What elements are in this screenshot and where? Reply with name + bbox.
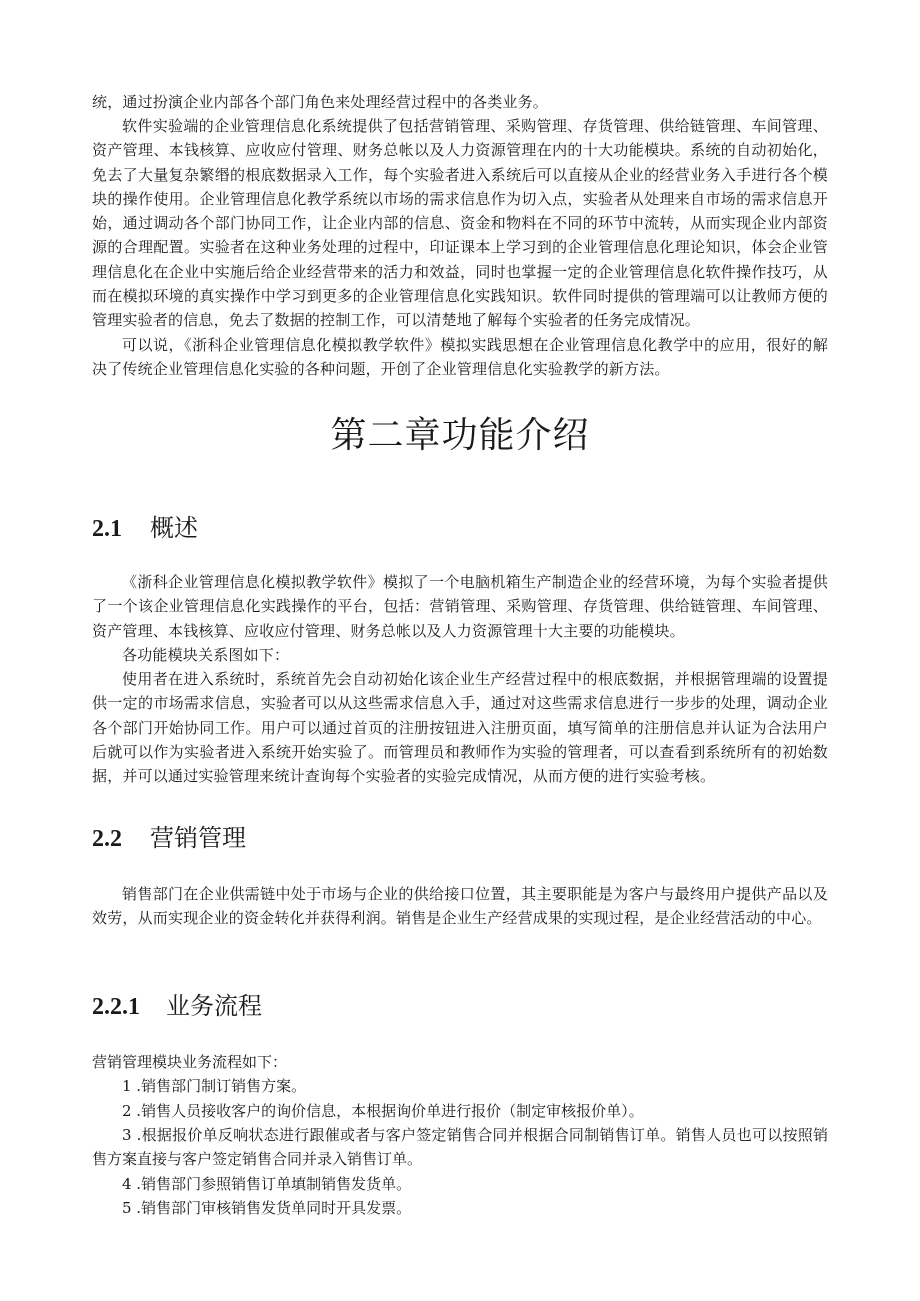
list-item: 3 .根据报价单反响状态进行跟催或者与客户签定销售合同并根据合同制销售订单。销售人员也可以按照销售方案直接与客户签定销售合同并录入销售订单。	[92, 1126, 828, 1169]
section-number: 2.2.1	[92, 994, 140, 1020]
section-title: 业务流程	[166, 992, 262, 1020]
list-item: 4 .销售部门参照销售订单填制销售发货单。	[122, 1175, 412, 1193]
paragraph-overview: 《浙科企业管理信息化模拟教学软件》模拟了一个电脑机箱生产制造企业的经营环境，为每个实验者提供了一个该企业管理信息化实践操作的平台，包括：营销管理、采购管理、存货管理、供给链管理、车间管理、资产管理、本钱核算、应收应付管理、财务总帐以及人力资源管理十大主要的功能模块。	[92, 573, 828, 640]
list-item: 1 .销售部门制订销售方案。	[122, 1077, 307, 1095]
paragraph-continuation: 统，通过扮演企业内部各个部门角色来处理经营过程中的各类业务。	[92, 93, 549, 111]
list-item: 5 .销售部门审核销售发货单同时开具发票。	[122, 1199, 412, 1217]
section-number: 2.1	[92, 516, 122, 542]
process-intro: 营销管理模块业务流程如下：	[92, 1053, 288, 1071]
section-2-2-heading	[92, 822, 246, 855]
paragraph-module-diagram: 各功能模块关系图如下：	[122, 646, 290, 664]
chapter-title: 第二章功能介绍	[330, 415, 590, 456]
list-item: 2 .销售人员接收客户的询价信息，本根据询价单进行报价（制定审核报价单）。	[122, 1102, 644, 1120]
paragraph-software-modules: 软件实验端的企业管理信息化系统提供了包括营销管理、采购管理、存货管理、供给链管理、车间管理、资产管理、本钱核算、应收应付管理、财务总帐以及人力资源管理在内的十大功能模块。系统的自动初始化，免去了大量复杂繁缗的根底数据录入工作，每个实验者进入系统后可以直接从企业的经营业务入手进行各个模块的操作使用。企业管理信息化教学系统以市场的需求信息作为切入点，实验者从处理来自市场的需求信息开始，通过调动各个部门协同工作，让企业内部的信息、资金和物料在不同的环节中流转，从而实现企业内部资源的合理配置。实验者在这种业务处理的过程中，印证课本上学习到的企业管理信息化理论知识，体会企业管理信息化在企业中实施后给企业经营带来的活力和效益，同时也掌握一定的企业管理信息化软件操作技巧，从而在模拟环境的真实操作中学习到更多的企业管理信息化实践知识。软件同时提供的管理端可以让教师方便的管理实验者的信息，免去了数据的控制工作，可以清楚地了解每个实验者的任务完成情况。	[92, 117, 828, 330]
paragraph-system-usage: 使用者在进入系统时，系统首先会自动初始化该企业生产经营过程中的根底数据，并根据管理端的设置提供一定的市场需求信息，实验者可以从这些需求信息入手，通过对这些需求信息进行一步步的处理，调动企业各个部门开始协同工作。用户可以通过首页的注册按钮进入注册页面，填写简单的注册信息并认证为合法用户后就可以作为实验者进入系统开始实验了。而管理员和教师作为实验的管理者，可以查看到系统所有的初始数据，并可以通过实验管理来统计查询每个实验者的实验完成情况，从而方便的进行实验考核。	[92, 670, 828, 786]
paragraph-sales-dept: 销售部门在企业供需链中处于市场与企业的供给接口位置，其主要职能是为客户与最终用户提供产品以及效劳，从而实现企业的资金转化并获得利润。销售是企业生产经营成果的实现过程，是企业经营活动的中心。	[92, 885, 828, 928]
section-number: 2.2	[92, 826, 122, 852]
section-2-1-heading	[92, 512, 198, 545]
section-title: 概述	[150, 514, 198, 542]
section-title: 营销管理	[150, 824, 246, 852]
paragraph-summary: 可以说，《浙科企业管理信息化模拟教学软件》模拟实践思想在企业管理信息化教学中的应用，很好的解决了传统企业管理信息化实验的各种问题，开创了企业管理信息化实验教学的新方法。	[92, 336, 828, 379]
section-2-2-1-heading	[92, 990, 262, 1023]
